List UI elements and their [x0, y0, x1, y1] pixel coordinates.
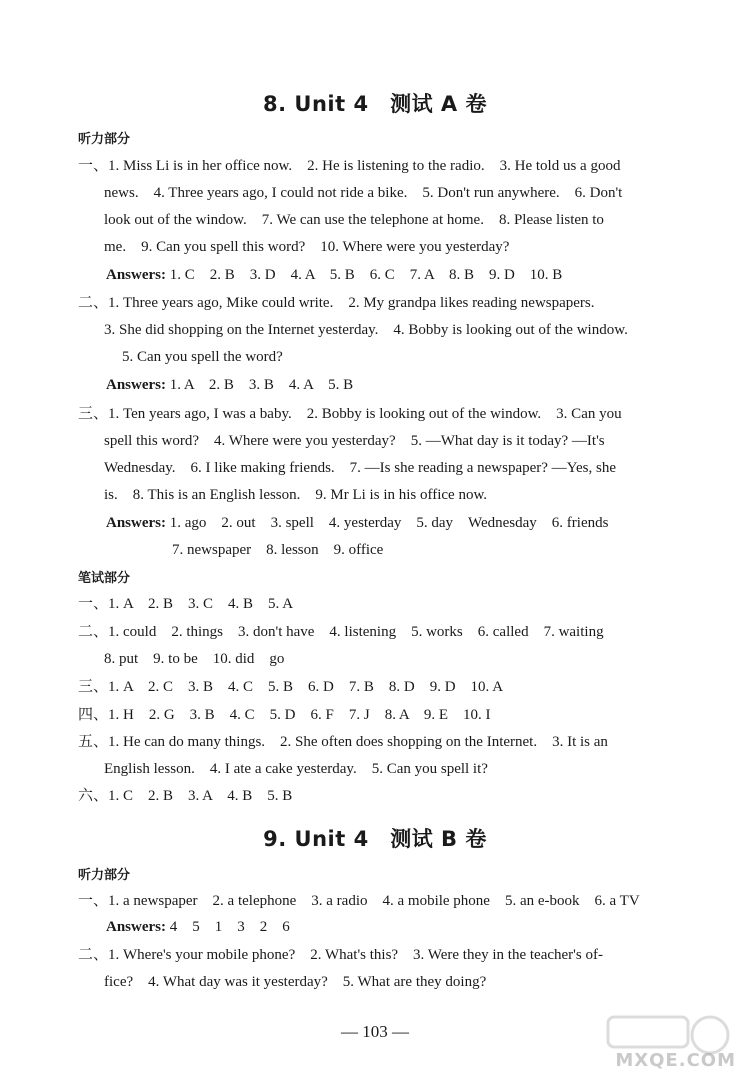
unit8-written-line: 一、1. A 2. B 3. C 4. B 5. A [78, 596, 294, 612]
unit8-answers-3 [106, 514, 608, 532]
unit9-listening-heading: 听力部分 [78, 868, 131, 883]
unit8-written-line: 六、1. C 2. B 3. A 4. B 5. B [78, 788, 293, 804]
unit8-listening-line: look out of the window. 7. We can use the telephone at home. 8. Please listen to [104, 212, 604, 228]
unit8-written-line: 8. put 9. to be 10. did go [104, 651, 285, 667]
unit8-listening-line: 5. Can you spell the word? [122, 349, 283, 365]
unit9-listening-line: fice? 4. What day was it yesterday? 5. What are they doing? [104, 974, 487, 990]
answers-label: Answers: [106, 515, 166, 531]
unit8-title: 8. Unit 4 测试 A 卷 [263, 92, 487, 116]
unit8-listening-line: Wednesday. 6. I like making friends. 7. —Is she reading a newspaper? —Yes, she [104, 460, 617, 476]
unit8-written-heading: 笔试部分 [78, 571, 131, 586]
unit8-listening-line: news. 4. Three years ago, I could not ride a bike. 5. Don't run anywhere. 6. Don't [104, 185, 623, 201]
answers-values: 1. C 2. B 3. D 4. A 5. B 6. C 7. A 8. B 9. D 10. B [169, 267, 563, 283]
unit8-listening-line: me. 9. Can you spell this word? 10. Where were you yesterday? [104, 239, 510, 255]
answers-label: Answers: [106, 377, 166, 393]
unit8-listening-line: 三、1. Ten years ago, I was a baby. 2. Bobby is looking out of the window. 3. Can you [78, 406, 622, 422]
unit9-title: 9. Unit 4 测试 B 卷 [263, 827, 487, 851]
unit8-written-line: 二、1. could 2. things 3. don't have 4. listening 5. works 6. called 7. waiting [78, 624, 604, 640]
unit8-listening-line: 二、1. Three years ago, Mike could write. 2. My grandpa likes reading newspapers. [78, 295, 595, 311]
watermark-text: MXQE.COM [615, 1050, 736, 1071]
unit8-answers-2 [106, 376, 353, 394]
answers-values: 1. A 2. B 3. B 4. A 5. B [169, 377, 354, 393]
unit8-written-line: English lesson. 4. I ate a cake yesterday. 5. Can you spell it? [104, 761, 488, 777]
unit8-listening-line: is. 8. This is an English lesson. 9. Mr Li is in his office now. [104, 487, 488, 503]
unit8-written-line: 四、1. H 2. G 3. B 4. C 5. D 6. F 7. J 8. A 9. E 10. I [78, 707, 491, 723]
answers-values: 4 5 1 3 2 6 [169, 919, 290, 935]
answers-label: Answers: [106, 267, 166, 283]
unit8-listening-heading: 听力部分 [78, 132, 131, 147]
unit8-listening-line: 一、1. Miss Li is in her office now. 2. He is listening to the radio. 3. He told us a good [78, 158, 621, 174]
unit8-answers-1 [106, 266, 562, 284]
page-number: — 103 — [341, 1022, 409, 1041]
unit8-written-line: 三、1. A 2. C 3. B 4. C 5. B 6. D 7. B 8. D 9. D 10. A [78, 679, 504, 695]
answers-values: 1. ago 2. out 3. spell 4. yesterday 5. day Wednesday 6. friends [169, 515, 609, 531]
unit8-listening-line: 3. She did shopping on the Internet yesterday. 4. Bobby is looking out of the window. [104, 322, 628, 338]
answers-label: Answers: [106, 919, 166, 935]
unit8-written-line: 五、1. He can do many things. 2. She often does shopping on the Internet. 3. It is an [78, 734, 608, 750]
unit8-answers-3-cont: 7. newspaper 8. lesson 9. office [172, 542, 384, 558]
unit9-answers-1 [106, 918, 290, 936]
unit9-listening-line: 二、1. Where's your mobile phone? 2. What's this? 3. Were they in the teacher's of- [78, 947, 603, 963]
unit8-listening-line: spell this word? 4. Where were you yesterday? 5. —What day is it today? —It's [104, 433, 605, 449]
unit9-listening-line: 一、1. a newspaper 2. a telephone 3. a radio 4. a mobile phone 5. an e-book 6. a TV [78, 893, 640, 909]
